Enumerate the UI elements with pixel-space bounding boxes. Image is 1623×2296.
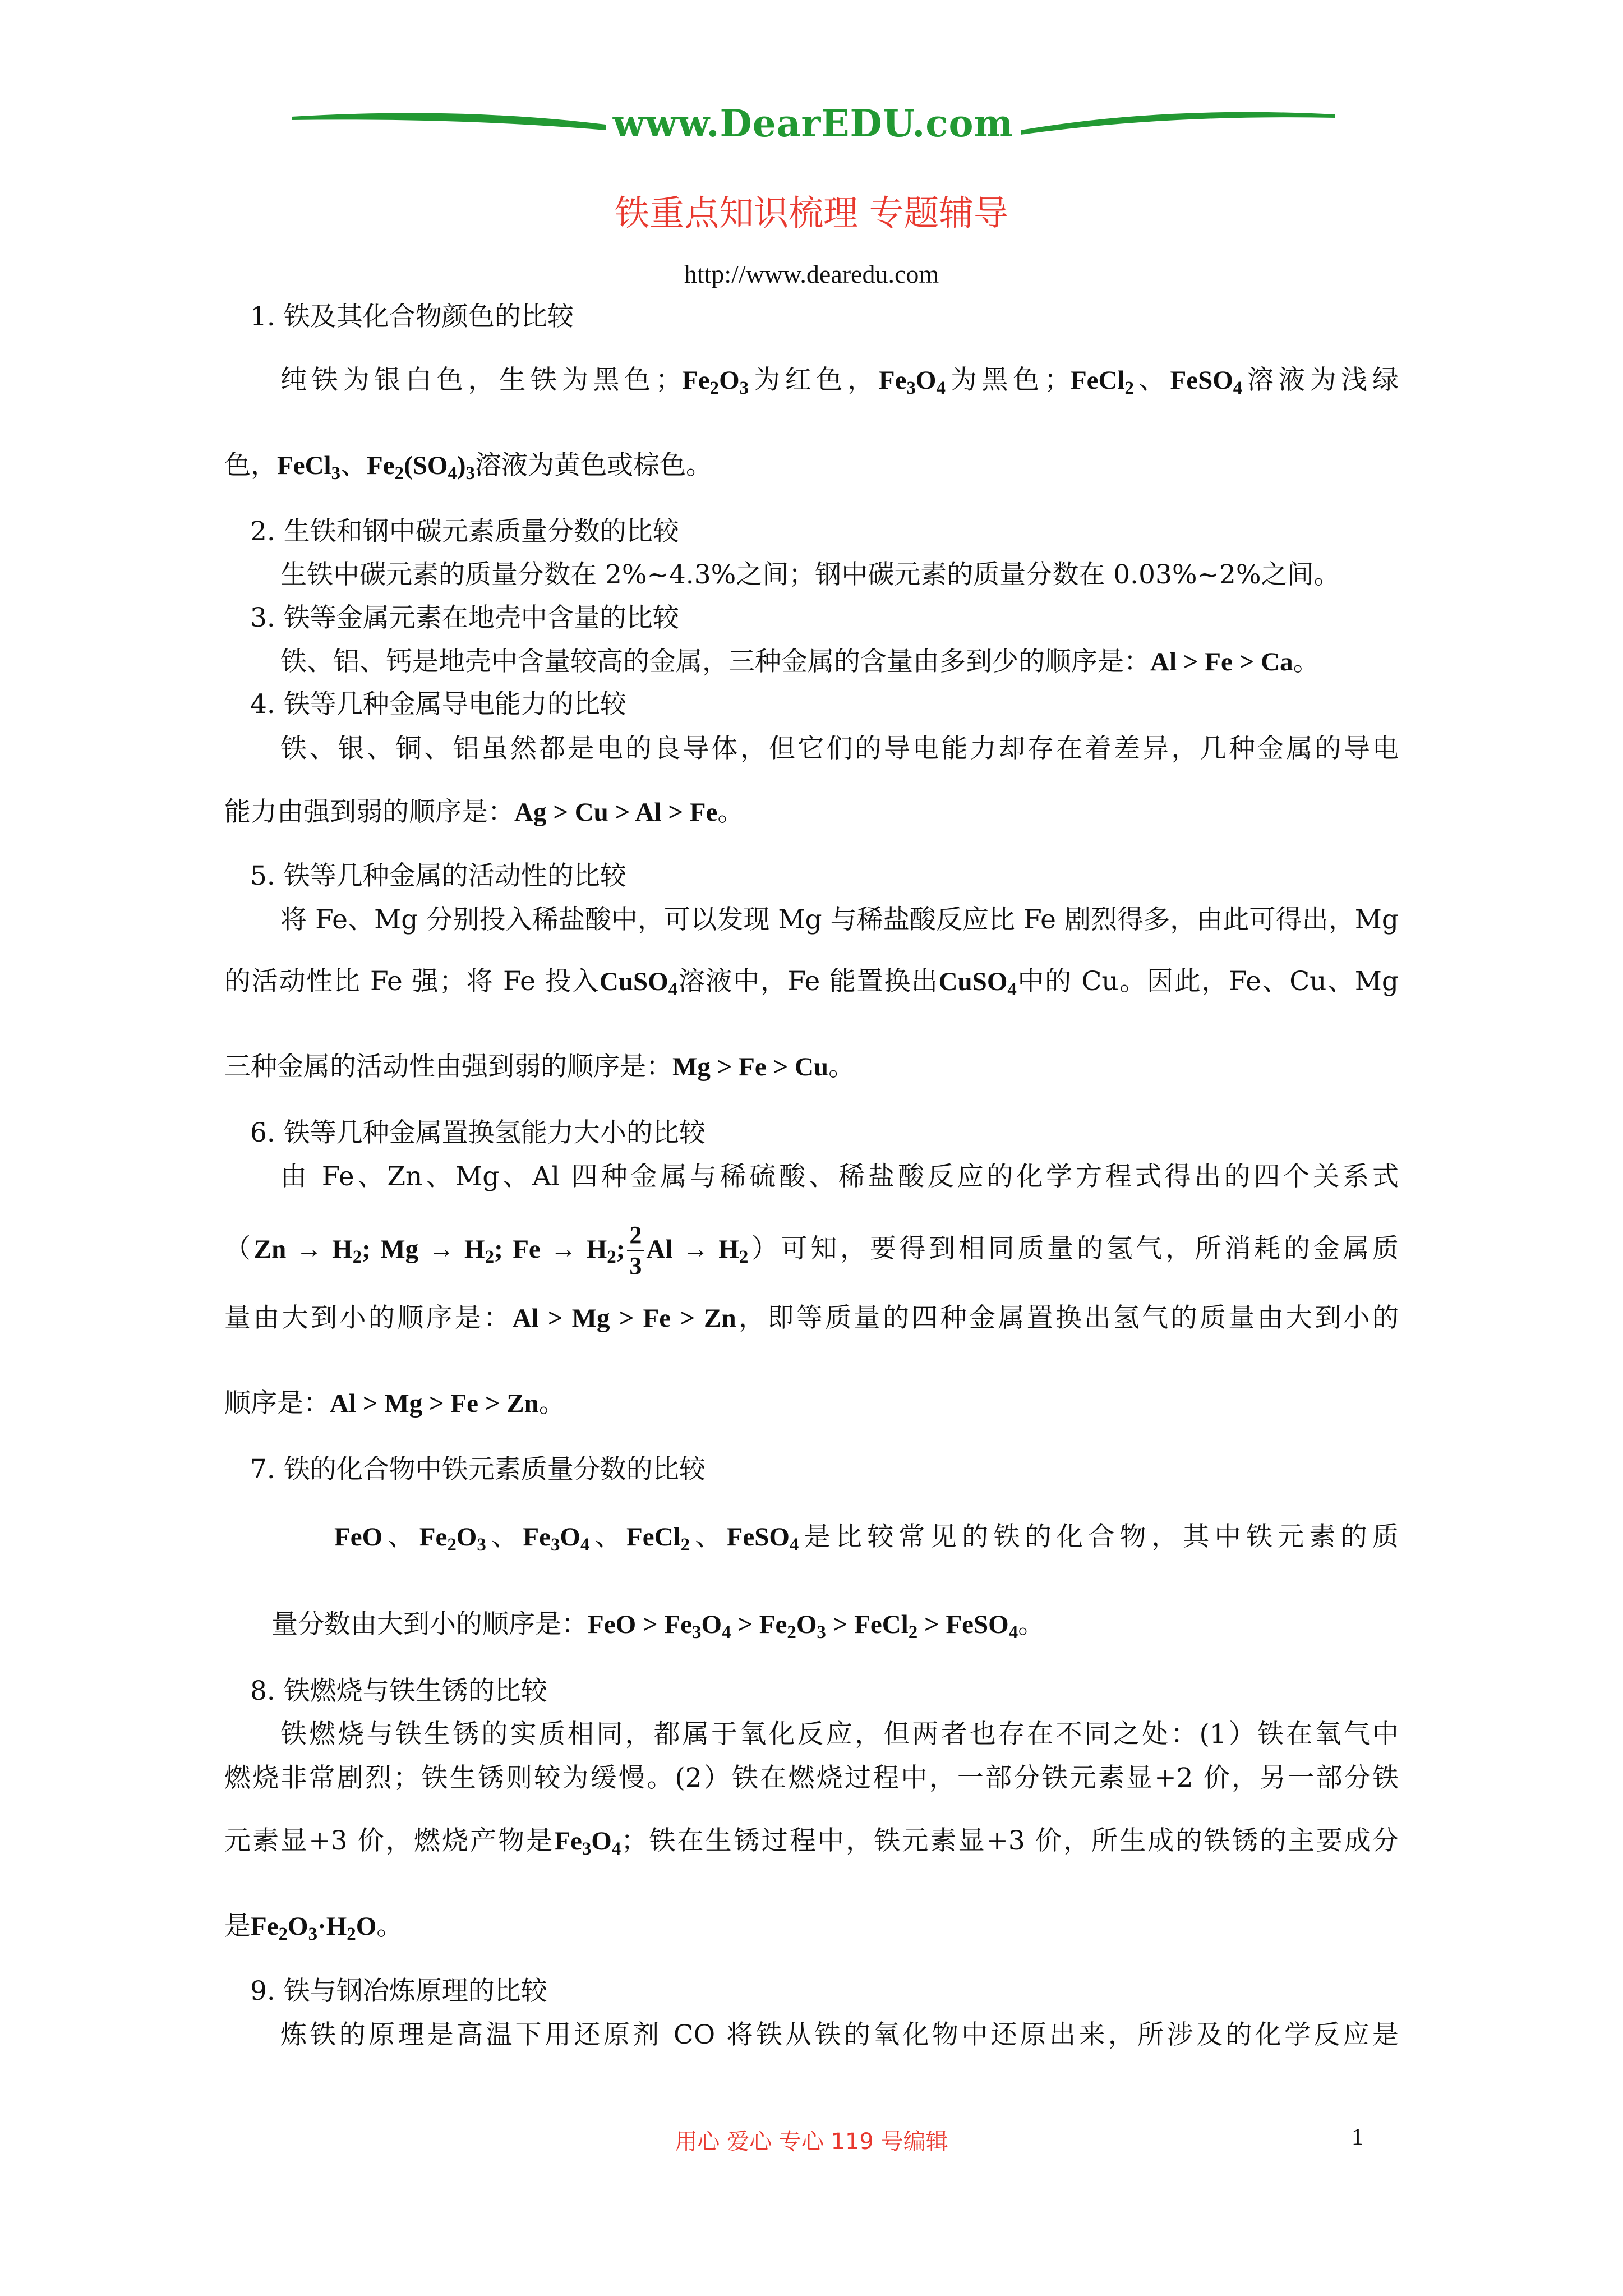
- section-8-line-1: 铁燃烧与铁生锈的实质相同，都属于氧化反应，但两者也存在不同之处：(1）铁在氧气中: [280, 1719, 1399, 1750]
- section-2-text: 生铁中碳元素的质量分数在 2%~4.3%之间；钢中碳元素的质量分数在 0.03%~2%之间。: [280, 559, 1340, 590]
- section-8-line-4: 是$Fe_2O_3\cdot H_2O$。: [224, 1911, 403, 1945]
- source-url[interactable]: http://www.dearedu.com: [684, 260, 939, 288]
- site-banner: [292, 90, 1335, 157]
- section-4-line-2: 能力由强到弱的顺序是：Ag > Cu > Al > Fe。: [224, 797, 744, 827]
- section-5-line-2: 的活动性比 Fe 强；将 Fe 投入CuSO$_4$溶液中，Fe 能置换出CuSO$_4$中的 Cu。因此，Fe、Cu、Mg: [224, 966, 1399, 1000]
- section-6-line-1: 由 Fe、Zn、Mg、Al 四种金属与稀硫酸、稀盐酸反应的化学方程式得出的四个关系式: [280, 1161, 1399, 1192]
- section-3-heading: 3. 铁等金属元素在地壳中含量的比较: [250, 602, 679, 633]
- section-9-text: 炼铁的原理是高温下用还原剂 CO 将铁从铁的氧化物中还原出来，所涉及的化学反应是: [280, 2019, 1399, 2050]
- page-title: 铁重点知识梳理 专题辅导: [615, 192, 1008, 233]
- page-footer: 用心 爱心 专心 119 号编辑: [675, 2129, 948, 2155]
- section-7-line-1: FeO、$Fe_2O_3$、$Fe_3O_4$、FeCl$_2$、FeSO$_4$是比较常见的铁的化合物，其中铁元素的质: [334, 1521, 1399, 1556]
- section-8-line-3: 元素显+3 价，燃烧产物是$Fe_3O_4$；铁在生锈过程中，铁元素显+3 价，所生成的铁锈的主要成分: [224, 1825, 1399, 1860]
- fraction-two-thirds: $\frac{2}{3}$: [627, 1223, 644, 1278]
- section-2-heading: 2. 生铁和钢中碳元素质量分数的比较: [250, 516, 679, 547]
- section-6-line-2: （$Zn \to H_2$; $Mg \to H_2$; $Fe \to H_2$; $\frac{2}{3}$ $Al \to H_2$）可知，要得到相同质量的氢气，所消耗的金属质: [224, 1221, 1399, 1280]
- section-9-heading: 9. 铁与钢冶炼原理的比较: [250, 1976, 547, 2007]
- section-4-line-1: 铁、银、铜、铝虽然都是电的良导体，但它们的导电能力却存在着差异，几种金属的导电: [280, 733, 1399, 764]
- section-3-text: 铁、铝、钙是地壳中含量较高的金属，三种金属的含量由多到少的顺序是：Al > Fe > Ca。: [280, 646, 1320, 677]
- section-7-line-2: 量分数由大到小的顺序是：FeO > $Fe_3O_4 > Fe_2O_3$ > FeCl$_2$ > FeSO$_4$。: [271, 1609, 1045, 1643]
- section-6-line-4: 顺序是：Al > Mg > Fe > Zn。: [224, 1388, 565, 1419]
- section-4-heading: 4. 铁等几种金属导电能力的比较: [250, 689, 626, 720]
- section-6-line-3: 量由大到小的顺序是：Al > Mg > Fe > Zn，即等质量的四种金属置换出氢气的质量由大到小的: [224, 1303, 1399, 1333]
- page-number: 1: [1352, 2124, 1363, 2150]
- section-1-line-1: 纯铁为银白色，生铁为黑色；$Fe_2O_3$为红色，$Fe_3O_4$为黑色；FeCl$_2$、FeSO$_4$溶液为浅绿: [280, 365, 1399, 399]
- section-5-line-1: 将 Fe、Mg 分别投入稀盐酸中，可以发现 Mg 与稀盐酸反应比 Fe 剧烈得多，由此可得出，Mg: [280, 904, 1399, 935]
- section-8-heading: 8. 铁燃烧与铁生锈的比较: [250, 1676, 547, 1706]
- section-1-heading: 1. 铁及其化合物颜色的比较: [250, 301, 574, 332]
- section-8-line-2: 燃烧非常剧烈；铁生锈则较为缓慢。(2）铁在燃烧过程中，一部分铁元素显+2 价，另一部分铁: [224, 1763, 1399, 1793]
- banner-text[interactable]: www.DearEDU.com: [612, 102, 1014, 145]
- section-5-line-3: 三种金属的活动性由强到弱的顺序是：Mg > Fe > Cu。: [224, 1051, 855, 1082]
- section-7-heading: 7. 铁的化合物中铁元素质量分数的比较: [250, 1454, 706, 1485]
- section-5-heading: 5. 铁等几种金属的活动性的比较: [250, 861, 626, 891]
- section-6-heading: 6. 铁等几种金属置换氢能力大小的比较: [250, 1117, 706, 1148]
- section-1-line-2: 色，FeCl$_3$、$Fe_2(SO_4)_3$溶液为黄色或棕色。: [224, 450, 712, 484]
